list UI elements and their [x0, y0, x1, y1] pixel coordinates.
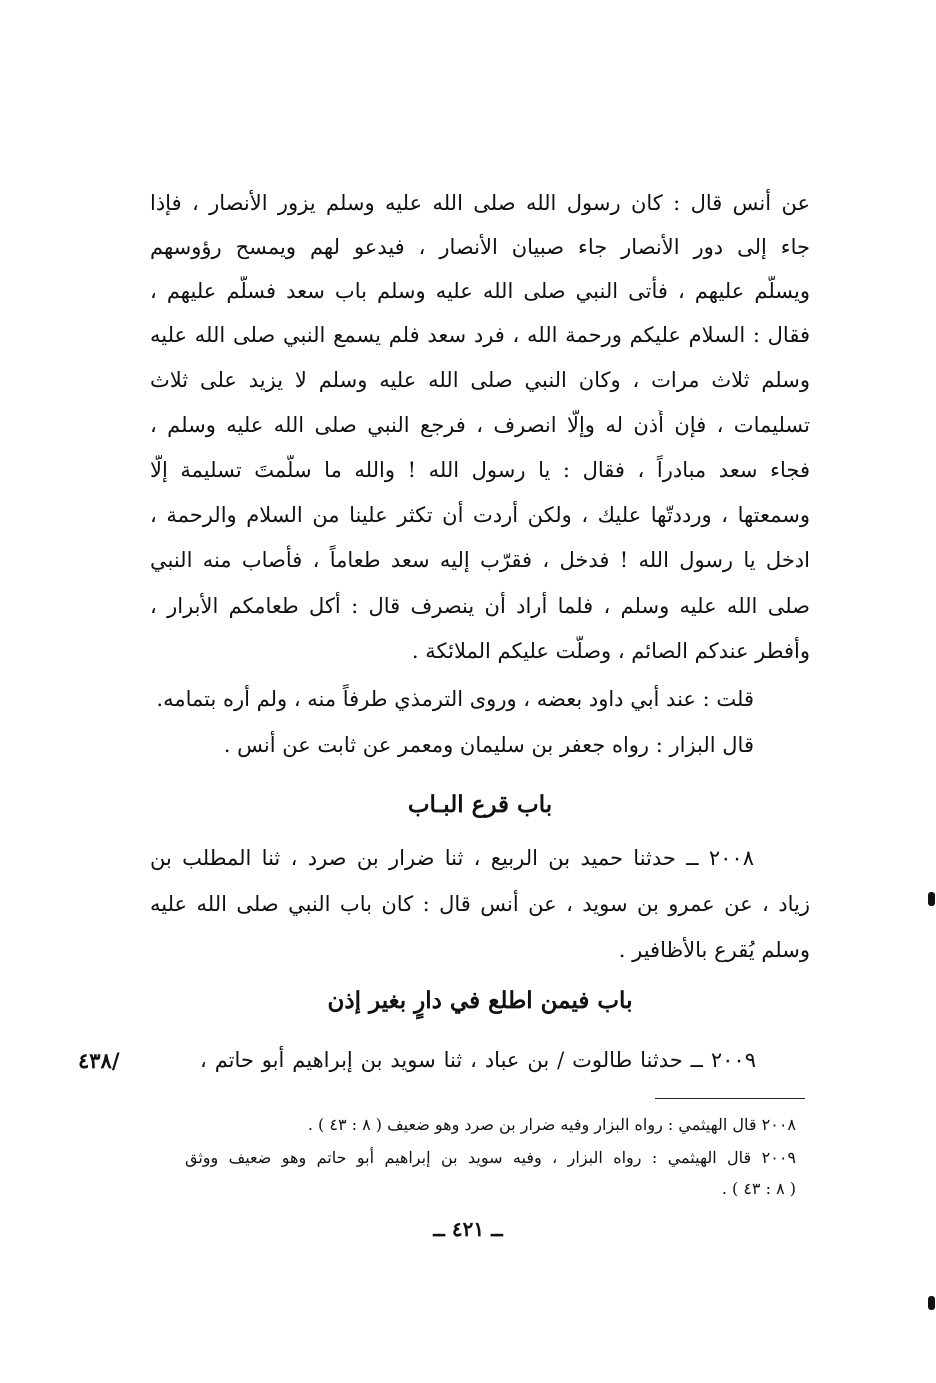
- author-note: قلت : عند أبي داود بعضه ، وروى الترمذي طرفاً منه ، ولم أره بتمامه.: [156, 687, 754, 711]
- text-line: فقال : السلام عليكم ورحمة الله ، فرد سعد فلم يسمع النبي صلى الله عليه: [150, 323, 810, 347]
- text-line: تسليمات ، فإن أُذن له وإلّا انصرف ، فرجع النبي صلى الله عليه وسلم ،: [150, 413, 810, 437]
- text-line: عن أنس قال : كان رسول الله صلى الله عليه وسلم يزور الأنصار ، فإذا: [150, 191, 810, 215]
- footnote: ٢٠٠٩ قال الهيثمي : رواه البزار ، وفيه سويد بن إبراهيم أبو حاتم وهو ضعيف ووثق: [185, 1148, 796, 1167]
- chapter-heading: باب فيمن اطلع في دارٍ بغير إذن: [327, 987, 633, 1014]
- text-line: ادخل يا رسول الله ! فدخل ، فقرّب إليه سعد طعاماً ، فأصاب منه النبي: [150, 548, 810, 572]
- text-line: وأفطر عندكم الصائم ، وصلّت عليكم الملائكة .: [411, 639, 810, 663]
- text-line: وسمعتها ، ورددتّها عليك ، ولكن أردت أن تكثر علينا من السلام والرحمة ،: [150, 503, 810, 527]
- text-line: صلى الله عليه وسلم ، فلما أراد أن ينصرف قال : أكل طعامكم الأبرار ،: [150, 594, 810, 618]
- footnote: ( ٨ : ٤٣ ) .: [721, 1179, 796, 1198]
- footnote: ٢٠٠٨ قال الهيثمي : رواه البزار وفيه ضرار بن صرد وهو ضعيف ( ٨ : ٤٣ ) .: [307, 1115, 796, 1134]
- bazzar-note: قال البزار : رواه جعفر بن سليمان ومعمر عن ثابت عن أنس .: [223, 733, 754, 757]
- text-line: جاء إلى دور الأنصار جاء صبيان الأنصار ، فيدعو لهم ويمسح رؤوسهم: [150, 235, 810, 259]
- hadith-line: ٢٠٠٩ ــ حدثنا طالوت / بن عباد ، ثنا سويد بن إبراهيم أبو حاتم ،: [200, 1048, 756, 1072]
- manuscript-folio-reference: /٤٣٨: [78, 1048, 120, 1073]
- chapter-heading: باب قرع البـاب: [407, 791, 553, 818]
- footnote-divider: [655, 1098, 805, 1099]
- page-number: ــ ٤٢١ ــ: [433, 1217, 503, 1241]
- hadith-line: ٢٠٠٨ ــ حدثنا حميد بن الربيع ، ثنا ضرار بن صرد ، ثنا المطلب بن: [150, 846, 754, 870]
- text-line: فجاء سعد مبادراً ، فقال : يا رسول الله ! والله ما سلّمتَ تسليمة إلّا: [150, 458, 810, 482]
- scan-speck: [928, 892, 935, 906]
- hadith-line: وسلم يُقرع بالأظافير .: [618, 938, 810, 962]
- text-line: ويسلّم عليهم ، فأتى النبي صلى الله عليه وسلم باب سعد فسلّم عليهم ،: [150, 279, 810, 303]
- text-line: وسلم ثلاث مرات ، وكان النبي صلى الله عليه وسلم لا يزيد على ثلاث: [150, 368, 810, 392]
- scan-speck: [928, 1296, 935, 1310]
- hadith-line: زياد ، عن عمرو بن سويد ، عن أنس قال : كان باب النبي صلى الله عليه: [150, 892, 810, 916]
